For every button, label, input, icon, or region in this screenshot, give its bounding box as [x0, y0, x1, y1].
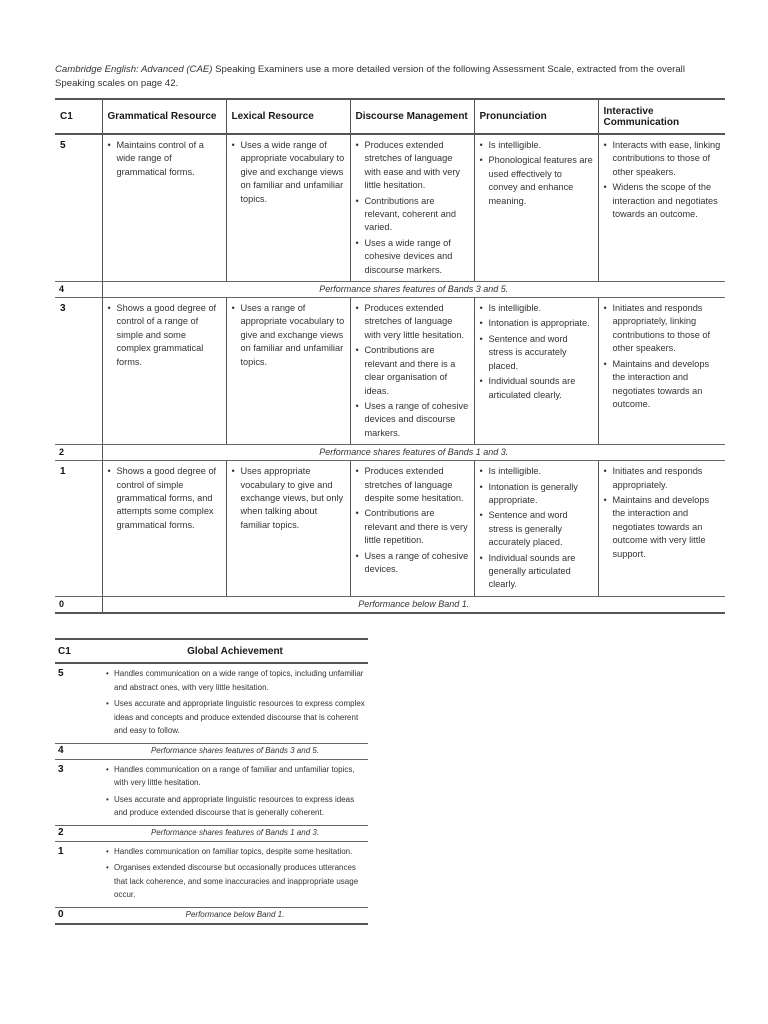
band-number: 0: [55, 907, 102, 924]
descriptor-bullet: • Phonological features are used effectively to convey and enhance meaning.: [479, 154, 594, 208]
lexical-resource-header: Lexical Resource: [226, 99, 350, 134]
descriptor-bullet: • Uses a wide range of cohesive devices and discourse markers.: [355, 237, 470, 277]
descriptor-bullet: • Produces extended stretches of language despite some hesitation.: [355, 465, 470, 505]
global-band-row-4: [55, 743, 368, 759]
band-row-0: [55, 596, 725, 613]
global-band-row-0: [55, 907, 368, 924]
band-number: 1: [55, 841, 102, 907]
descriptor-bullet: • Uses accurate and appropriate linguistic resources to express complex ideas and concepts and produce extended discourse that is coherent and easy to follow.: [105, 697, 365, 738]
descriptor-bullet: • Produces extended stretches of language with ease and with very little hesitation.: [355, 139, 470, 193]
descriptor-bullet: • Contributions are relevant and there is a clear organisation of ideas.: [355, 344, 470, 398]
band-number: 5: [55, 663, 102, 743]
descriptor-bullet: • Uses appropriate vocabulary to give and exchange views, but only when talking about familiar topics.: [231, 465, 346, 532]
descriptor-bullet: • Widens the scope of the interaction and negotiates towards an outcome.: [603, 181, 722, 221]
band-note: Performance below Band 1.: [102, 907, 368, 924]
band-number: 1: [55, 461, 102, 597]
pronunciation-cell: [474, 461, 598, 597]
descriptor-bullet: • Intonation is generally appropriate.: [479, 481, 594, 508]
intro-paragraph: [55, 63, 725, 91]
discourse-management-header: Discourse Management: [350, 99, 474, 134]
lexical-cell: [226, 461, 350, 597]
band-note: Performance below Band 1.: [102, 596, 725, 613]
global-achievement-cell: [102, 759, 368, 825]
band-number: 3: [55, 759, 102, 825]
global-band-row-1: [55, 841, 368, 907]
descriptor-bullet: • Interacts with ease, linking contributions to those of other speakers.: [603, 139, 722, 179]
discourse-cell: [350, 461, 474, 597]
band-row-2: [55, 445, 725, 461]
band-note: Performance shares features of Bands 1 and 3.: [102, 825, 368, 841]
pronunciation-header: Pronunciation: [474, 99, 598, 134]
level-header: C1: [55, 99, 102, 134]
descriptor-bullet: • Maintains control of a wide range of grammatical forms.: [107, 139, 222, 179]
lexical-cell: [226, 134, 350, 282]
level-header: C1: [55, 639, 102, 663]
band-number: 4: [55, 282, 102, 298]
pronunciation-cell: [474, 134, 598, 282]
band-row-4: [55, 282, 725, 298]
band-number: 4: [55, 743, 102, 759]
descriptor-bullet: • Sentence and word stress is generally accurately placed.: [479, 509, 594, 549]
band-note: Performance shares features of Bands 3 and 5.: [102, 282, 725, 298]
descriptor-bullet: • Is intelligible.: [479, 302, 594, 315]
descriptor-bullet: • Uses accurate and appropriate linguistic resources to express ideas and produce extended discourse that is generally coherent.: [105, 793, 365, 820]
band-note: Performance shares features of Bands 1 and 3.: [102, 445, 725, 461]
global-achievement-cell: [102, 841, 368, 907]
descriptor-bullet: • Initiates and responds appropriately.: [603, 465, 722, 492]
band-number: 0: [55, 596, 102, 613]
band-number: 5: [55, 134, 102, 282]
descriptor-bullet: • Contributions are relevant and there is very little repetition.: [355, 507, 470, 547]
grammatical-cell: [102, 298, 226, 445]
intro-text: Speaking Examiners use a more detailed version of the following Assessment Scale, extracted from the overall Speaking scales on page 42.: [55, 64, 685, 89]
interactive-cell: [598, 134, 725, 282]
band-number: 3: [55, 298, 102, 445]
descriptor-bullet: • Sentence and word stress is accurately placed.: [479, 333, 594, 373]
descriptor-bullet: • Organises extended discourse but occasionally produces utterances that lack coherence, and some inaccuracies and inappropriate usage occur.: [105, 861, 365, 902]
grammatical-cell: [102, 461, 226, 597]
band-number: 2: [55, 825, 102, 841]
global-achievement-header: Global Achievement: [102, 639, 368, 663]
discourse-cell: [350, 134, 474, 282]
grammatical-cell: [102, 134, 226, 282]
descriptor-bullet: • Maintains and develops the interaction and negotiates towards an outcome with very little support.: [603, 494, 722, 561]
discourse-cell: [350, 298, 474, 445]
descriptor-bullet: • Uses a range of cohesive devices and discourse markers.: [355, 400, 470, 440]
header-row: [55, 639, 368, 663]
global-achievement-cell: [102, 663, 368, 743]
global-band-row-3: [55, 759, 368, 825]
lexical-cell: [226, 298, 350, 445]
descriptor-bullet: • Shows a good degree of control of simple grammatical forms, and attempts some complex grammatical forms.: [107, 465, 222, 532]
global-band-row-2: [55, 825, 368, 841]
descriptor-bullet: • Handles communication on a wide range of topics, including unfamiliar and abstract ones, with very little hesitation.: [105, 667, 365, 694]
descriptor-bullet: • Initiates and responds appropriately, linking contributions to those of other speakers.: [603, 302, 722, 356]
descriptor-bullet: • Uses a wide range of appropriate vocabulary to give and exchange views on familiar and unfamiliar topics.: [231, 139, 346, 206]
global-achievement-table: [55, 638, 368, 925]
band-number: 2: [55, 445, 102, 461]
descriptor-bullet: • Uses a range of appropriate vocabulary to give and exchange views on familiar and unfamiliar topics.: [231, 302, 346, 369]
interactive-cell: [598, 461, 725, 597]
descriptor-bullet: • Contributions are relevant, coherent and varied.: [355, 195, 470, 235]
interactive-cell: [598, 298, 725, 445]
descriptor-bullet: • Uses a range of cohesive devices.: [355, 550, 470, 577]
descriptor-bullet: • Shows a good degree of control of a range of simple and some complex grammatical forms.: [107, 302, 222, 369]
descriptor-bullet: • Is intelligible.: [479, 139, 594, 152]
band-row-3: [55, 298, 725, 445]
band-row-5: [55, 134, 725, 282]
pronunciation-cell: [474, 298, 598, 445]
interactive-communication-header: Interactive Communication: [598, 99, 725, 134]
descriptor-bullet: • Individual sounds are generally articulated clearly.: [479, 552, 594, 592]
descriptor-bullet: • Handles communication on a range of familiar and unfamiliar topics, with very little hesitation.: [105, 763, 365, 790]
descriptor-bullet: • Is intelligible.: [479, 465, 594, 478]
descriptor-bullet: • Individual sounds are articulated clearly.: [479, 375, 594, 402]
descriptor-bullet: • Maintains and develops the interaction and negotiates towards an outcome.: [603, 358, 722, 412]
exam-name: Cambridge English: Advanced (CAE): [55, 64, 213, 75]
descriptor-bullet: • Intonation is appropriate.: [479, 317, 594, 330]
band-row-1: [55, 461, 725, 597]
descriptor-bullet: • Produces extended stretches of language with very little hesitation.: [355, 302, 470, 342]
descriptor-bullet: • Handles communication on familiar topics, despite some hesitation.: [105, 845, 365, 859]
global-band-row-5: [55, 663, 368, 743]
band-note: Performance shares features of Bands 3 and 5.: [102, 743, 368, 759]
assessment-scale-table: [55, 98, 725, 614]
grammatical-resource-header: Grammatical Resource: [102, 99, 226, 134]
header-row: [55, 99, 725, 134]
